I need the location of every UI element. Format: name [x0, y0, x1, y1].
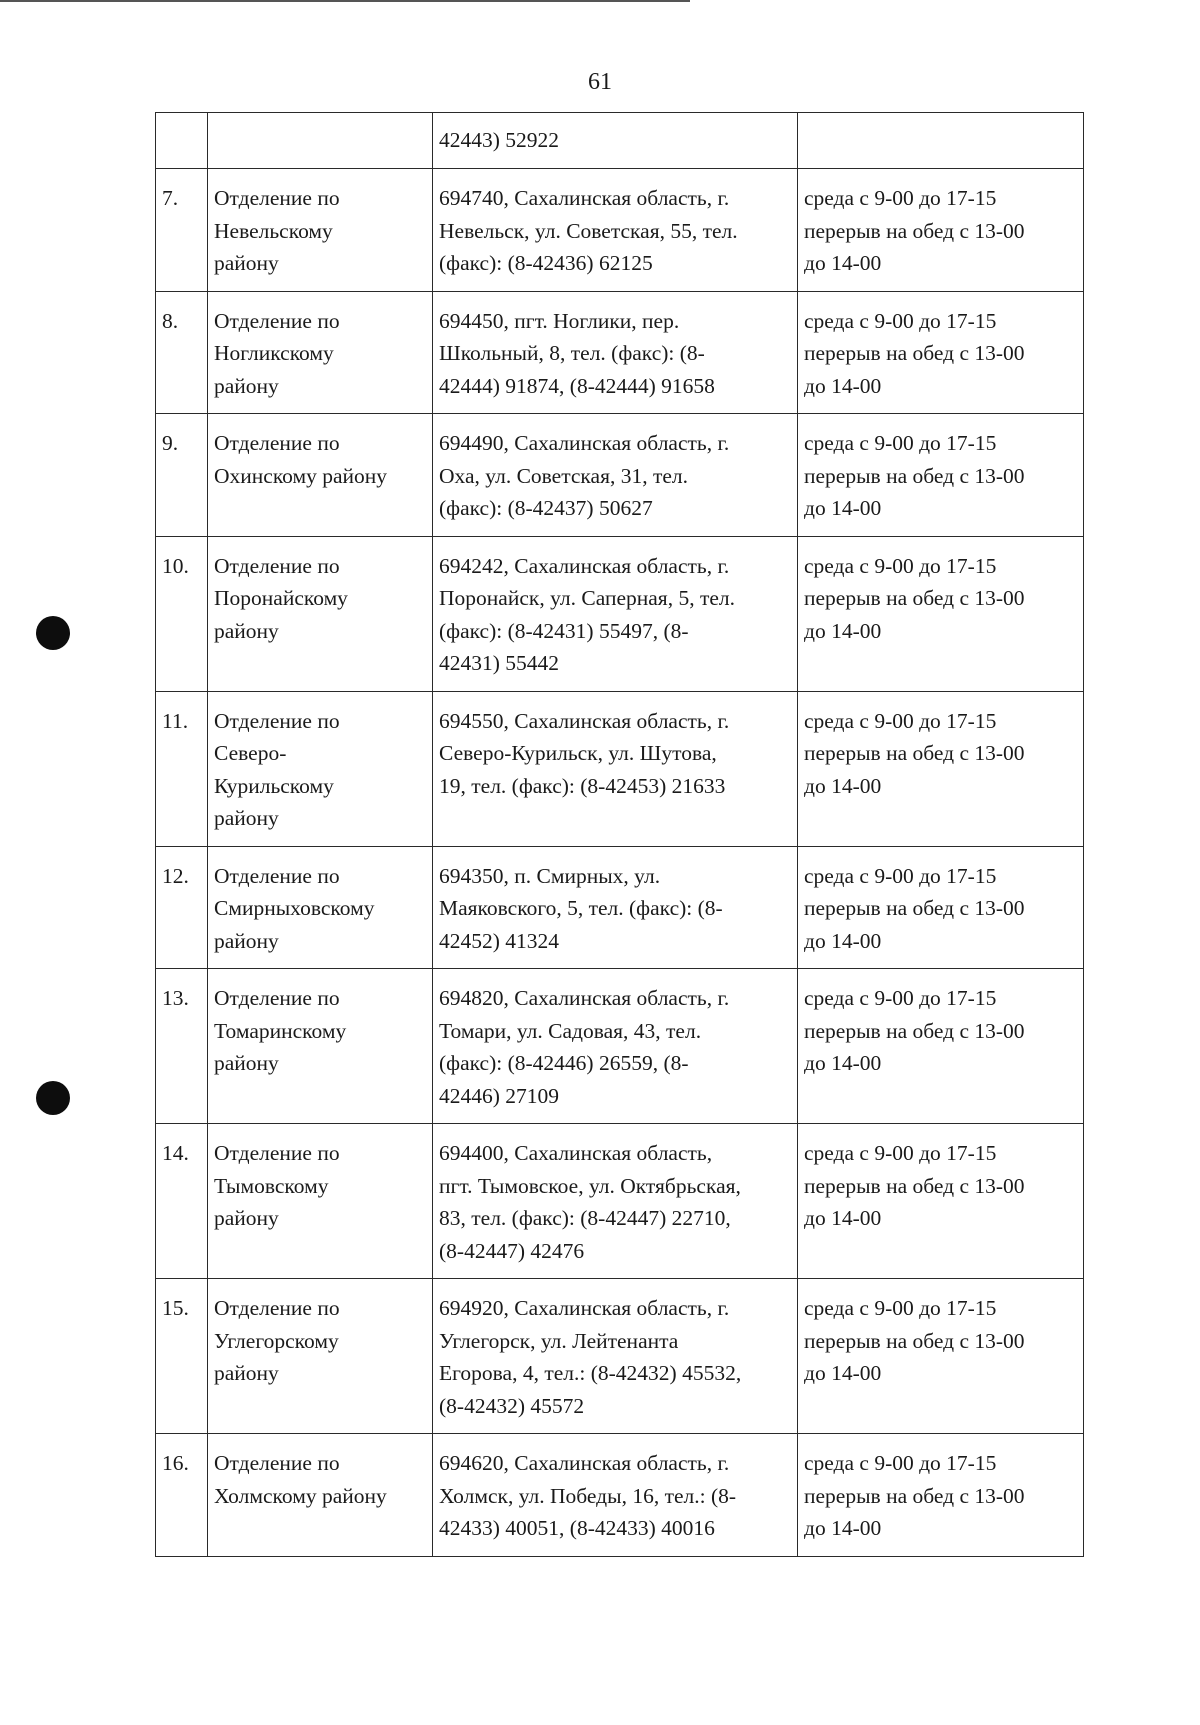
row-number: 14.	[162, 1141, 189, 1165]
office-name: Отделение по Ногликскому району	[214, 308, 340, 398]
row-number-cell	[156, 691, 208, 846]
office-address: 694920, Сахалинская область, г. Углегорск, ул. Лейтенанта Егорова, 4, тел.: (8-42432) 45532, (8-42432) 45572	[439, 1296, 742, 1418]
office-hours-cell	[798, 1434, 1084, 1557]
office-name-cell	[208, 291, 433, 414]
table-row	[156, 846, 1084, 969]
office-name-cell	[208, 414, 433, 537]
office-hours-cell	[798, 169, 1084, 292]
row-number-cell	[156, 1279, 208, 1434]
office-hours: среда с 9-00 до 17-15 перерыв на обед с 13-00 до 14-00	[804, 986, 1025, 1075]
office-address-cell	[433, 414, 798, 537]
table-row	[156, 536, 1084, 691]
office-hours-cell	[798, 414, 1084, 537]
row-number: 8.	[162, 308, 179, 333]
office-hours: среда с 9-00 до 17-15 перерыв на обед с 13-00 до 14-00	[804, 863, 1025, 953]
office-address-cell	[433, 536, 798, 691]
table-row	[156, 1124, 1084, 1279]
office-address-cell	[433, 969, 798, 1124]
row-number: 9.	[162, 431, 179, 455]
office-name-cell	[208, 969, 433, 1124]
office-name: Отделение по Углегорскому району	[214, 1296, 340, 1385]
office-address-cell	[433, 691, 798, 846]
punch-hole-upper	[36, 616, 70, 650]
office-hours-cell	[798, 1279, 1084, 1434]
office-hours: среда с 9-00 до 17-15 перерыв на обед с 13-00 до 14-00	[804, 708, 1025, 798]
office-address: 694620, Сахалинская область, г. Холмск, ул. Победы, 16, тел.: (8- 42433) 40051, (8-42433) 40016	[439, 1451, 737, 1540]
row-number-cell	[156, 536, 208, 691]
office-address: 694490, Сахалинская область, г. Оха, ул. Советская, 31, тел. (факс): (8-42437) 50627	[439, 431, 730, 520]
row-number: 16.	[162, 1451, 189, 1475]
office-name-cell	[208, 846, 433, 969]
office-hours-cell	[798, 536, 1084, 691]
office-name-cell	[208, 691, 433, 846]
office-address-cell	[433, 1279, 798, 1434]
office-address: 694350, п. Смирных, ул. Маяковского, 5, тел. (факс): (8- 42452) 41324	[439, 863, 723, 953]
row-number-cell	[156, 1434, 208, 1557]
office-name: Отделение по Невельскому району	[214, 186, 340, 275]
row-number-cell	[156, 846, 208, 969]
office-address: 694550, Сахалинская область, г. Северо-Курильск, ул. Шутова, 19, тел. (факс): (8-42453) 21633	[439, 708, 730, 798]
office-name: Отделение по Смирныховскому району	[214, 863, 375, 953]
office-address-cell	[433, 1434, 798, 1557]
office-name-cell	[208, 113, 433, 169]
office-address-cell	[433, 113, 798, 169]
office-hours: среда с 9-00 до 17-15 перерыв на обед с 13-00 до 14-00	[804, 1141, 1025, 1230]
office-address: 694820, Сахалинская область, г. Томари, ул. Садовая, 43, тел. (факс): (8-42446) 26559, (8- 42446) 27109	[439, 986, 730, 1108]
row-number: 11.	[162, 708, 189, 733]
table-row	[156, 291, 1084, 414]
table-row	[156, 1279, 1084, 1434]
office-hours-cell	[798, 969, 1084, 1124]
table-row	[156, 414, 1084, 537]
office-name: Отделение по Северо- Курильскому району	[214, 708, 340, 830]
office-hours: среда с 9-00 до 17-15 перерыв на обед с 13-00 до 14-00	[804, 553, 1025, 643]
office-name: Отделение по Томаринскому району	[214, 986, 347, 1075]
row-number: 10.	[162, 553, 189, 578]
office-hours-cell	[798, 291, 1084, 414]
office-hours-cell	[798, 691, 1084, 846]
office-name: Отделение по Охинскому району	[214, 431, 388, 488]
office-hours: среда с 9-00 до 17-15 перерыв на обед с 13-00 до 14-00	[804, 1451, 1025, 1540]
row-number: 7.	[162, 186, 179, 210]
row-number-cell	[156, 1124, 208, 1279]
row-number: 13.	[162, 986, 189, 1010]
row-number-cell	[156, 414, 208, 537]
office-name-cell	[208, 1279, 433, 1434]
office-name-cell	[208, 169, 433, 292]
row-number-cell	[156, 113, 208, 169]
table-row	[156, 691, 1084, 846]
office-address-cell	[433, 169, 798, 292]
row-number: 12.	[162, 863, 189, 888]
table-row	[156, 969, 1084, 1124]
office-name-cell	[208, 536, 433, 691]
office-address: 42443) 52922	[439, 128, 560, 152]
row-number-cell	[156, 969, 208, 1124]
row-number: 15.	[162, 1296, 189, 1320]
office-name-cell	[208, 1124, 433, 1279]
office-name: Отделение по Поронайскому району	[214, 553, 348, 643]
office-name: Отделение по Холмскому району	[214, 1451, 387, 1508]
table-row	[156, 169, 1084, 292]
office-name: Отделение по Тымовскому району	[214, 1141, 340, 1230]
top-scan-edge	[0, 0, 690, 2]
office-hours: среда с 9-00 до 17-15 перерыв на обед с 13-00 до 14-00	[804, 308, 1025, 398]
office-hours: среда с 9-00 до 17-15 перерыв на обед с 13-00 до 14-00	[804, 186, 1025, 275]
office-address-cell	[433, 846, 798, 969]
page-number: 61	[588, 69, 612, 95]
office-hours-cell	[798, 113, 1084, 169]
office-address: 694740, Сахалинская область, г. Невельск, ул. Советская, 55, тел. (факс): (8-42436) 62125	[439, 186, 738, 275]
table-row	[156, 1434, 1084, 1557]
table-row	[156, 113, 1084, 169]
office-address-cell	[433, 1124, 798, 1279]
offices-table	[155, 112, 1084, 1557]
office-address: 694242, Сахалинская область, г. Поронайск, ул. Саперная, 5, тел. (факс): (8-42431) 55497, (8- 42431) 55442	[439, 553, 735, 675]
office-hours: среда с 9-00 до 17-15 перерыв на обед с 13-00 до 14-00	[804, 431, 1025, 520]
office-address: 694450, пгт. Ноглики, пер. Школьный, 8, тел. (факс): (8- 42444) 91874, (8-42444) 91658	[439, 308, 715, 398]
row-number-cell	[156, 169, 208, 292]
office-name-cell	[208, 1434, 433, 1557]
row-number-cell	[156, 291, 208, 414]
office-address-cell	[433, 291, 798, 414]
punch-hole-lower	[36, 1081, 70, 1115]
office-hours-cell	[798, 846, 1084, 969]
office-hours-cell	[798, 1124, 1084, 1279]
office-hours: среда с 9-00 до 17-15 перерыв на обед с 13-00 до 14-00	[804, 1296, 1025, 1385]
office-address: 694400, Сахалинская область, пгт. Тымовское, ул. Октябрьская, 83, тел. (факс): (8-42447) 22710, (8-42447) 42476	[439, 1141, 741, 1263]
